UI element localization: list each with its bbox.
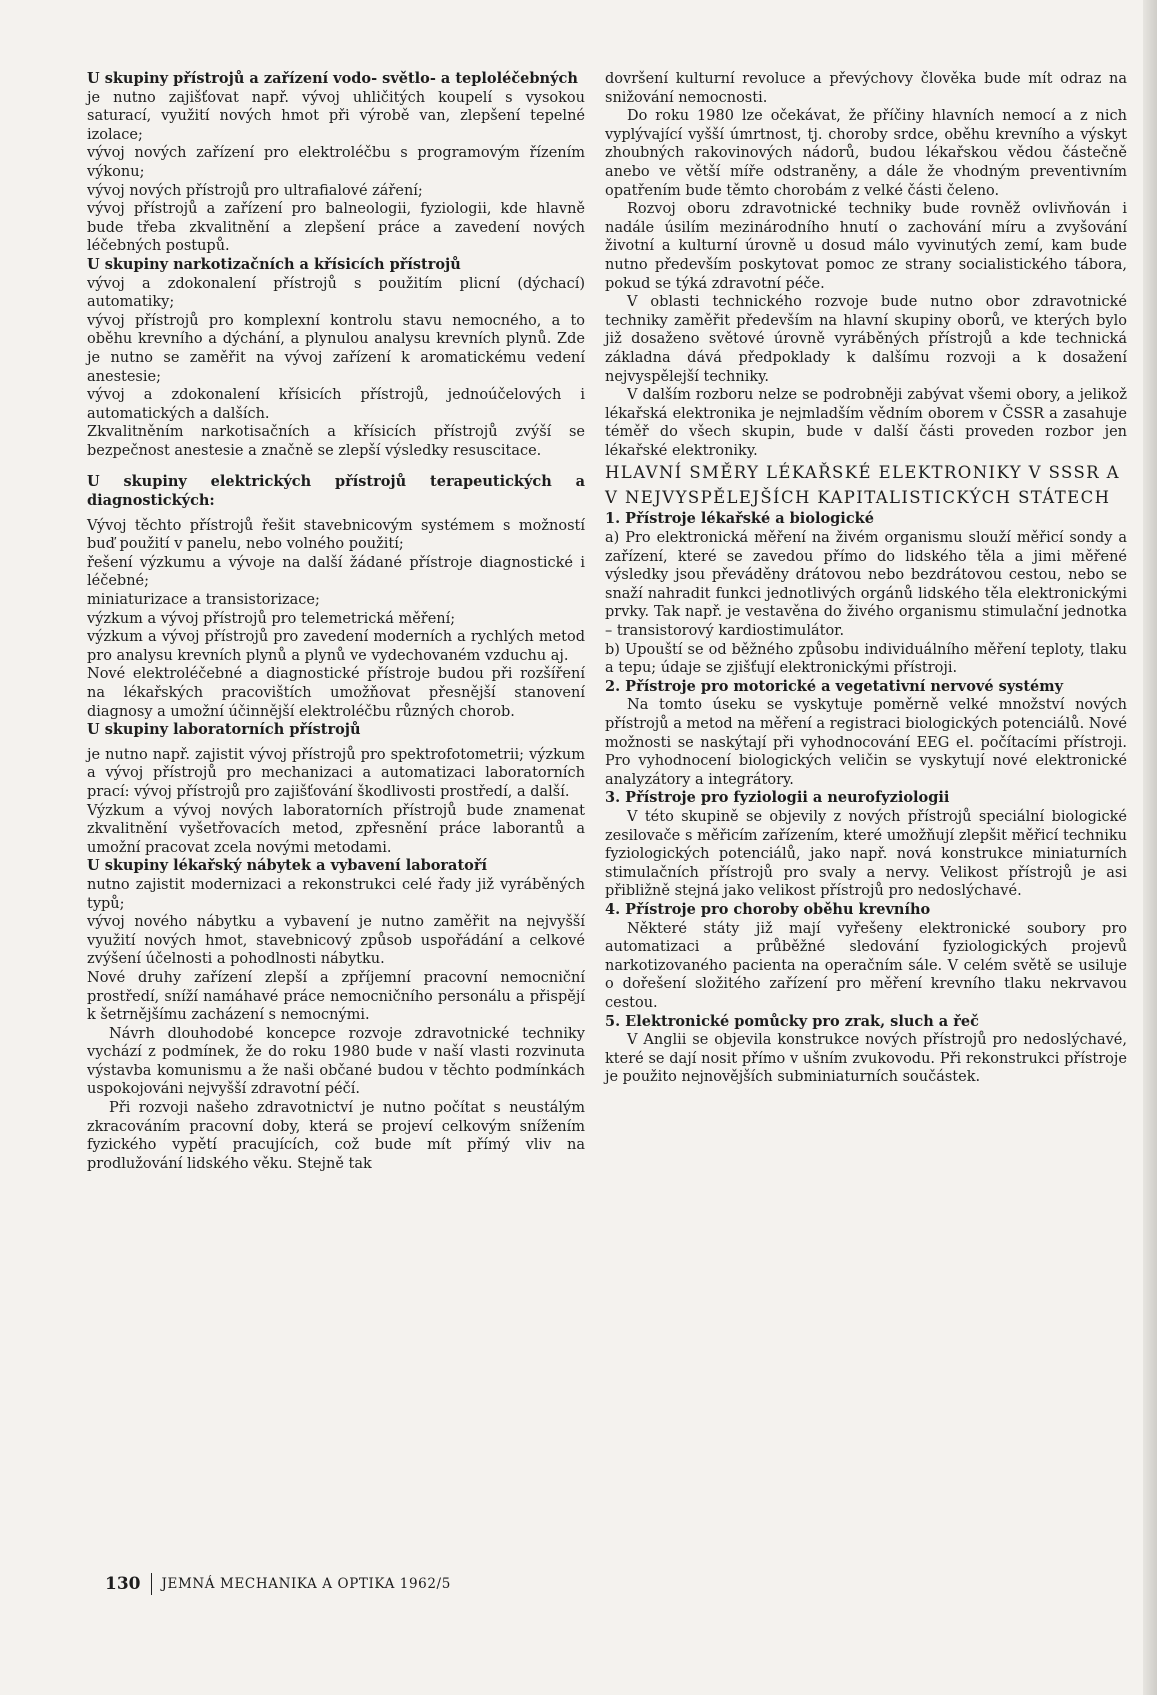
paragraph: Vývoj těchto přístrojů řešit stavebnicovým systémem s možností buď použití v panelu, nebo volného použití; <box>87 517 585 553</box>
spacer <box>87 460 585 473</box>
paragraph: miniaturizace a transistorizace; <box>87 592 320 609</box>
paragraph: V oblasti technického rozvoje bude nutno obor zdravotnické techniky zaměřit především na hlavní skupiny oborů, ve kterých bylo již dosaženo světové úrovně vyráběných přístrojů a kde technická základna dává předpoklady k dalšímu rozvoji a k dosažení nejvyspělejší techniky. <box>605 294 1127 385</box>
right-column <box>605 70 1127 1087</box>
paragraph: Na tomto úseku se vyskytuje poměrně velké množství nových přístrojů a metod na měření a registraci biologických potenciálů. Nové možnosti se naskýtají při vyhodnocování EEG el. počítacími přístroji. Pro vyhodnocení biologických veličin se vyskytují nové elektronické analyzátory a integrátory. <box>605 697 1127 788</box>
subsection-heading: U skupiny narkotizačních a křísicích přístrojů <box>87 255 461 273</box>
paragraph: V této skupině se objevily z nových přístrojů speciální biologické zesilovače s měřicím zařízením, které umožňují zlepšit měřicí techniku fyziologických potenciálů, jako např. nová konstrukce miniaturních stimulačních přístrojů pro svaly a nervy. Velikost přístrojů je asi přibližně stejná jako velikost přístrojů pro nedoslýchavé. <box>605 808 1127 900</box>
paragraph: vývoj nového nábytku a vybavení je nutno zaměřit na nejvyšší využití nových hmot, stavebnicový způsob uspořádání a celkové zvýšení účelnosti a pohodlnosti nábytku. <box>87 914 585 968</box>
paragraph: Některé státy již mají vyřešeny elektronické soubory pro automatizaci a průběžné sledování fyziologických projevů narkotizovaného pacienta na operačním sále. V celém světě se usiluje o dořešení složitého zařízení pro měření krevního tlaku nekrvavou cestou. <box>605 920 1127 1011</box>
paragraph: vývoj přístrojů a zařízení pro balneologii, fyziologii, kde hlavně bude třeba zkvalitnění a zlepšení práce a zavedení nových léčebných postupů. <box>87 201 585 255</box>
paragraph: Nové elektroléčebné a diagnostické přístroje budou při rozšíření na lékařských pracovištích umožňovat přesnější stanovení diagnosy a umožní účinnější elektroléčbu různých chorob. <box>87 666 585 720</box>
numbered-heading: 2. Přístroje pro motorické a vegetativní nervové systémy <box>605 677 1064 695</box>
paragraph: je nutno zajišťovat např. vývoj uhličitých koupelí s vysokou saturací, využití nových hmot při výrobě van, zlepšení tepelné izolace; <box>87 89 585 143</box>
page-edge-shadow <box>1143 0 1157 1695</box>
left-column <box>87 70 585 1173</box>
paragraph: Do roku 1980 lze očekávat, že příčiny hlavních nemocí a z nich vyplývající vyšší úmrtnost, tj. choroby srdce, oběhu krevního a výskyt zhoubných rakovinových nádorů, budou lékařskou vědou částečně anebo ve větší míře odstraněny, a dále že vhodným preventivním opatřením bude těmto chorobám z velké části čeleno. <box>605 108 1127 199</box>
paragraph: b) Upouští se od běžného způsobu individuálního měření teploty, tlaku a tepu; údaje se zjišťují elektronickými přístroji. <box>605 641 1127 677</box>
paragraph: vývoj nových zařízení pro elektroléčbu s programovým řízením výkonu; <box>87 145 585 180</box>
paragraph: nutno zajistit modernizaci a rekonstrukci celé řady již vyráběných typů; <box>87 876 585 912</box>
paragraph: výzkum a vývoj přístrojů pro telemetrická měření; <box>87 610 456 627</box>
paragraph: Výzkum a vývoj nových laboratorních přístrojů bude znamenat zkvalitnění vyšetřovacích metod, zpřesnění práce laborantů a umožní pracovat zcela novými metodami. <box>87 802 585 856</box>
paragraph: výzkum a vývoj přístrojů pro zavedení moderních a rychlých metod pro analysu krevních plynů a plynů ve vydechovaném vzduchu aj. <box>87 629 585 664</box>
numbered-heading: 1. Přístroje lékařské a biologické <box>605 510 874 528</box>
paragraph: a) Pro elektronická měření na živém organismu slouží měřicí sondy a zařízení, které se zavedou přímo do lidského těla a jimi měřené výsledky jsou převáděny drátovou nebo bezdrátovou cestou, nebo se snaží nahradit funkci jednotlivých orgánů lidského těla elektronickými prvky. Tak např. je vestavěna do živého organismu stimulační jednotka – transistorový kardiostimulátor. <box>605 530 1127 640</box>
paragraph: Při rozvoji našeho zdravotnictví je nutno počítat s neustálým zkracováním pracovní doby, která se projeví celkovým snížením fyzického vypětí pracujících, což bude mít přímý vliv na prodlužování lidského věku. Stejně tak <box>87 1100 585 1172</box>
paragraph: V dalším rozboru nelze se podrobněji zabývat všemi obory, a jelikož lékařská elektronika je nejmladším vědním oborem v ČSSR a zasahuje téměř do všech skupin, bude v další části proveden rozbor jen lékařské elektroniky. <box>605 387 1127 459</box>
paragraph: vývoj a zdokonalení přístrojů s použitím plicní (dýchací) automatiky; <box>87 275 585 311</box>
footer-divider <box>151 1573 152 1595</box>
paragraph: Nové druhy zařízení zlepší a zpříjemní pracovní nemocniční prostředí, sníží namáhavé práce nemocničního personálu a přispějí k šetrnějšímu zacházení s nemocnými. <box>87 969 585 1024</box>
subsection-heading: U skupiny přístrojů a zařízení vodo- světlo- a teploléčebných <box>87 70 578 87</box>
numbered-heading: 4. Přístroje pro choroby oběhu krevního <box>605 900 931 918</box>
paragraph: řešení výzkumu a vývoje na další žádané přístroje diagnostické i léčebné; <box>87 554 585 590</box>
paragraph: V Anglii se objevila konstrukce nových přístrojů pro nedoslýchavé, které se dají nosit přímo v ušním zvukovodu. Při rekonstrukci přístroje je použito nejnovějších subminiaturních součástek. <box>605 1032 1127 1086</box>
subsection-heading: U skupiny laboratorních přístrojů <box>87 721 361 739</box>
page-number: 130 <box>105 1574 141 1594</box>
paragraph: dovršení kulturní revoluce a převýchovy člověka bude mít odraz na snižování nemocnosti. <box>605 71 1127 106</box>
subsection-heading: U skupiny lékařský nábytek a vybavení laboratoří <box>87 857 487 875</box>
page-footer <box>105 1573 451 1595</box>
section-title: HLAVNÍ SMĚRY LÉKAŘSKÉ ELEKTRONIKY V SSSR A V NEJVYSPĚLEJŠÍCH KAPITALISTICKÝCH STÁTECH <box>605 463 1120 508</box>
paragraph: vývoj a zdokonalení křísicích přístrojů, jednoúčelových i automatických a dalších. <box>87 387 585 422</box>
journal-title: JEMNÁ MECHANIKA A OPTIKA 1962/5 <box>161 1576 451 1592</box>
paragraph: vývoj nových přístrojů pro ultrafialové záření; <box>87 182 423 199</box>
paragraph: Návrh dlouhodobé koncepce rozvoje zdravotnické techniky vychází z podmínek, že do roku 1980 bude v naší vlasti rozvinuta výstavba komunismu a že naši občané budou v těchto podmínkách uspokojováni nejvyšší zdravotní péčí. <box>87 1025 585 1098</box>
paragraph: vývoj přístrojů pro komplexní kontrolu stavu nemocného, a to oběhu krevního a dýchání, a plynulou analysu krevních plynů. Zde je nutno se zaměřit na vývoj zařízení k aromatickému vedení anestesie; <box>87 312 585 385</box>
paragraph: je nutno např. zajistit vývoj přístrojů pro spektrofotometrii; výzkum a vývoj přístrojů pro mechanizaci a automatizaci laboratorních prací: vývoj přístrojů pro zajišťování škodlivosti prostředí, a další. <box>87 746 585 800</box>
subsection-heading: U skupiny elektrických přístrojů terapeutických a diagnostických: <box>87 473 585 510</box>
numbered-heading: 3. Přístroje pro fyziologii a neurofyziologii <box>605 789 950 807</box>
paragraph: Rozvoj oboru zdravotnické techniky bude rovněž ovlivňován i nadále úsilím mezinárodního hnutí o zachování míru a zvyšování životní a kulturní úrovně u dosud málo vyvinutých zemí, kam bude nutno především poskytovat pomoc ze strany socialistického tábora, pokud se týká zdravotní péče. <box>605 201 1127 292</box>
paragraph: Zkvalitněním narkotisačních a křísicích přístrojů zvýší se bezpečnost anestesie a značně se zlepší výsledky resuscitace. <box>87 424 585 459</box>
numbered-heading: 5. Elektronické pomůcky pro zrak, sluch a řeč <box>605 1012 979 1030</box>
